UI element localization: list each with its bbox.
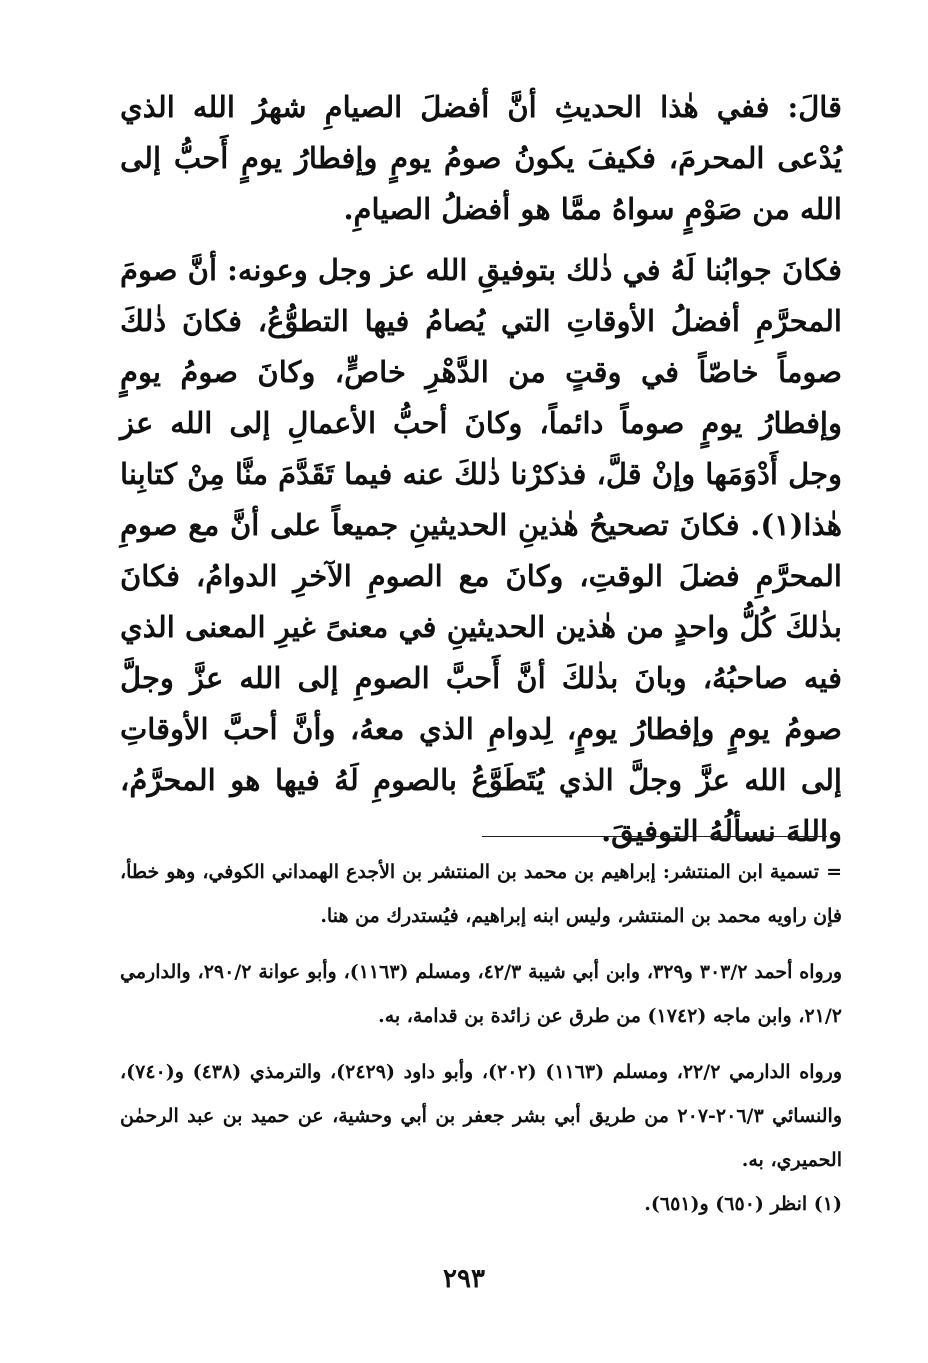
footnote-continuation: = تسمية ابن المنتشر: إبراهيم بن محمد بن المنتشر بن الأجدع الهمداني الكوفي، وهو خطأ، فإن راويه محمد بن المنتشر، وليس ابنه إبراهيم، فيُستدرك من هنا. [120,861,842,927]
main-paragraph-1: قالَ: ففي هٰذا الحديثِ أنَّ أفضلَ الصيامِ شهرُ الله الذي يُدْعى المحرمَ، فكيفَ يكونُ صومُ يومٍ وإفطارُ يومٍ أَحبُّ إلى الله من صَوْمٍ سواهُ ممَّا هو أفضلُ الصيامِ. [120,90,842,226]
main-paragraph-2: فكانَ جوابُنا لَهُ في ذٰلك بتوفيقِ الله عز وجل وعونه: أنَّ صومَ المحرَّمِ أفضلُ الأوقاتِ التي يُصامُ فيها التطوُّعُ، فكانَ ذٰلكَ صوماً خاصّاً في وقتٍ من الدَّهْرِ خاصٍّ، وكانَ صومُ يومٍ وإفطارُ يومٍ صوماً دائماً، وكانَ أحبُّ الأعمالِ إلى الله عز وجل أَدْوَمَها وإنْ قلَّ، فذكرْنا ذٰلكَ عنه فيما تَقَدَّمَ منَّا مِنْ كتابِنا هٰذا(١). فكانَ تصحيحُ هٰذينِ الحديثينِ جميعاً على أنَّ مع صومِ المحرَّمِ فضلَ الوقتِ، وكانَ مع الصومِ الآخرِ الدوامُ، فكانَ بذٰلكَ كُلُّ واحدٍ من هٰذين الحديثينِ في معنىً غيرِ المعنى الذي فيه صاحبُهُ، وبانَ بذٰلكَ أنَّ أَحبَّ الصومِ إلى الله عزَّ وجلَّ صومُ يومٍ وإفطارُ يومٍ، لِدوامِ الذي معهُ، وأنَّ أحبَّ الأوقاتِ إلى الله عزَّ وجلَّ الذي يُتَطَوَّعُ بالصومِ لَهُ فيها هو المحرَّمُ، واللهَ نسألُهُ التوفيقَ. [120,253,842,848]
footnote-separator [482,836,827,837]
footnote-1: (١) انظر (٦٥٠) و(٦٥١). [644,1193,842,1215]
footnote-takhrij-2: ورواه الدارمي ٢٢/٢، ومسلم (١١٦٣) (٢٠٢)، وأبو داود (٢٤٢٩)، والترمذي (٤٣٨) و(٧٤٠)، والنسائي ٢٠٦/٣-٢٠٧ من طريق أبي بشر جعفر بن أبي وحشية، عن حميد بن عبد الرحمٰن الحميري، به. [120,1061,843,1171]
footnotes [120,850,842,1226]
footnote-takhrij-1: ورواه أحمد ٣٠٣/٢ و٣٢٩، وابن أبي شيبة ٤٢/٣، ومسلم (١١٦٣)، وأبو عوانة ٢٩٠/٢، والدارمي ٢١/٢، وابن ماجه (١٧٤٢) من طرق عن زائدة بن قدامة، به. [120,961,842,1027]
page-number: ٢٩٣ [443,1264,485,1294]
main-text [120,82,842,857]
